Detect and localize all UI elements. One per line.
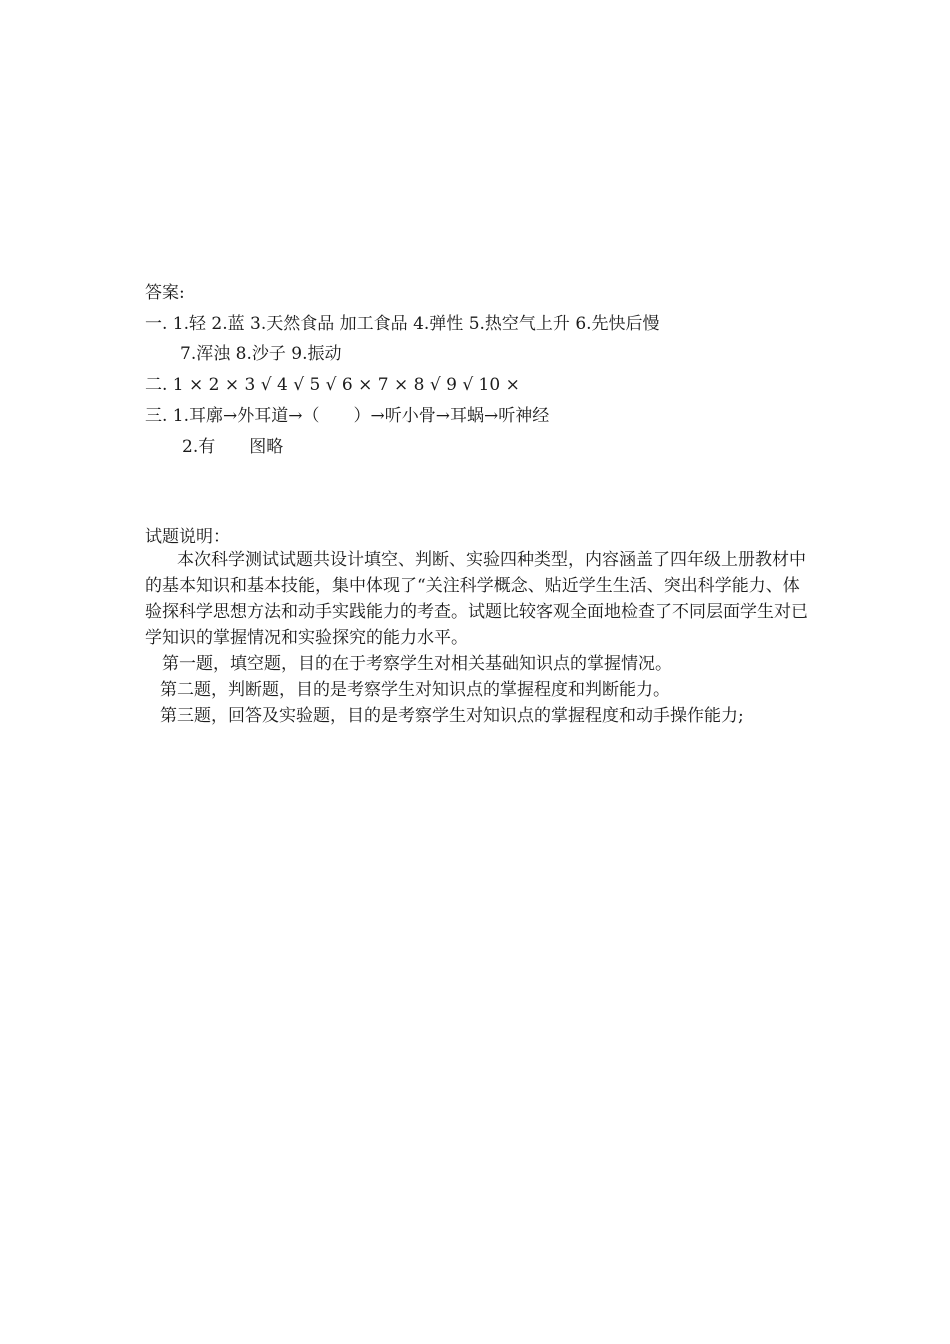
explanation-intro [145,547,815,651]
answers-heading: 答案: [145,283,185,303]
explanation-item-3: 第三题，回答及实验题，目的是考察学生对知识点的掌握程度和动手操作能力; [160,706,744,726]
answers-section-1-line-2: 7.浑浊 8.沙子 9.振动 [180,344,342,364]
answers-section-3-line-2: 2.有 图略 [182,437,284,457]
answers-section-3-line-1: 三. 1.耳廓→外耳道→（ ）→听小骨→耳蜗→听神经 [145,406,550,426]
answers-section-1-line-1: 一. 1.轻 2.蓝 3.天然食品 加工食品 4.弹性 5.热空气上升 6.先快后慢 [145,314,660,334]
answers-section-2: 二. 1 × 2 × 3 √ 4 √ 5 √ 6 × 7 × 8 √ 9 √ 10 × [145,375,520,395]
explanation-intro-text: 本次科学测试试题共设计填空、判断、实验四种类型，内容涵盖了四年级上册教材中的基本知识和基本技能，集中体现了“关注科学概念、贴近学生生活、突出科学能力、体验探科学思想方法和动手实践能力的考查。试题比较客观全面地检查了不同层面学生对已学知识的掌握情况和实验探究的能力水平。 [145,550,808,648]
explanation-heading: 试题说明： [145,527,230,547]
explanation-item-1: 第一题，填空题，目的在于考察学生对相关基础知识点的掌握情况。 [162,654,672,674]
explanation-item-2: 第二题，判断题，目的是考察学生对知识点的掌握程度和判断能力。 [160,680,670,700]
